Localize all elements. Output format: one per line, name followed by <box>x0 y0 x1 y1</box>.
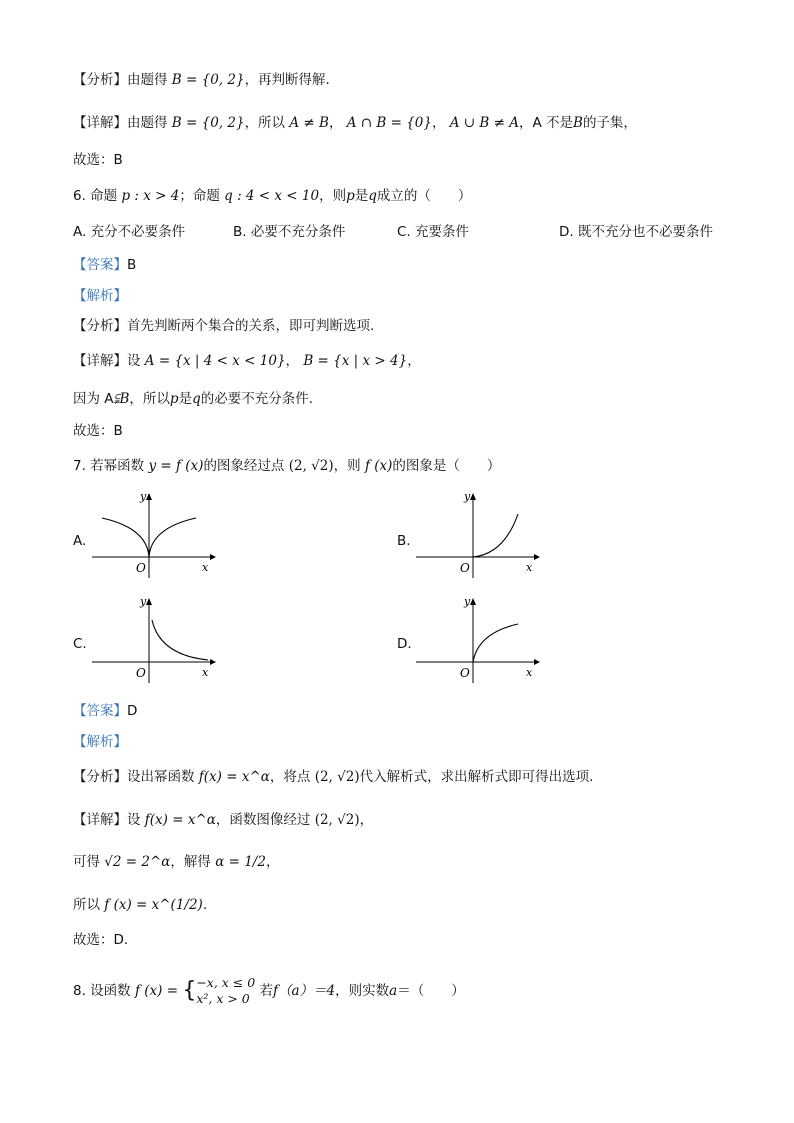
brace-icon: { <box>182 978 197 1003</box>
text: ，A 不是 <box>518 115 574 131</box>
text: 设出幂函数 <box>127 769 195 785</box>
math-union: A ∪ B ≠ A <box>449 115 519 131</box>
math-set-b: B = {0, 2} <box>171 115 245 131</box>
q7-detail-line <box>73 810 373 830</box>
q6-choice: 故选：B <box>73 423 123 439</box>
math-power-fn: f(x) = x^α <box>144 812 216 828</box>
math-b: B <box>573 115 583 131</box>
text: 设 <box>127 353 141 369</box>
x-label: x <box>202 561 209 574</box>
q7-detail-line2 <box>73 852 279 872</box>
math-equation: √2 = 2^α <box>104 854 171 870</box>
q5-detail-line <box>73 113 637 133</box>
text: ， <box>407 353 421 369</box>
question-number: 7. 若幂函数 <box>73 458 145 474</box>
q6-stem <box>73 186 471 206</box>
text: 的图象经过点 <box>203 458 285 474</box>
text: ；命题 <box>179 188 220 204</box>
math-a: a <box>389 983 398 999</box>
answer-value: D <box>127 703 138 719</box>
math-intersection: A ∩ B = {0} <box>346 115 432 131</box>
x-label: x <box>526 666 533 679</box>
curve <box>473 514 518 557</box>
x-arrow-icon <box>534 554 540 560</box>
option-d: D. 既不充分也不必要条件 <box>559 224 713 240</box>
graph-a <box>92 488 217 578</box>
x-label: x <box>202 666 209 679</box>
answer-value: B <box>127 257 137 273</box>
math-fx-lhs: f (x) = <box>134 983 179 999</box>
text: . <box>202 897 208 913</box>
q7-answer-line <box>73 701 137 721</box>
q7-jiexi-tag: 【解析】 <box>73 734 127 750</box>
answer-tag: 【答案】 <box>73 703 127 719</box>
text: ，则 <box>333 458 361 474</box>
text: 成立的（ ） <box>376 188 472 204</box>
x-label: x <box>526 561 533 574</box>
math-p: p : x > 4 <box>121 188 180 204</box>
y-arrow-icon <box>146 493 152 500</box>
curve <box>473 624 518 662</box>
text: 的子集， <box>582 115 637 131</box>
y-label: y <box>140 490 147 503</box>
text: ， <box>265 854 280 870</box>
y-arrow-icon <box>146 598 152 605</box>
math-point: (2, √2) <box>314 769 360 785</box>
q6-detail-line2 <box>73 389 313 409</box>
text: 设 <box>127 812 141 828</box>
y-label: y <box>140 595 147 608</box>
math-q: q <box>368 188 377 204</box>
curve-left <box>102 518 149 557</box>
math-y-fx: y = f (x) <box>148 458 204 474</box>
graph-label-d: D. <box>397 636 412 652</box>
math-power-fn: f(x) = x^α <box>198 769 270 785</box>
answer-tag: 【答案】 <box>73 257 127 273</box>
math-fx: f (x) <box>364 458 393 474</box>
math-set-b: B = {x | x > 4} <box>303 353 408 369</box>
math-point: (2, √2) <box>314 812 360 828</box>
text: 由题得 <box>127 72 168 88</box>
q6-detail-line <box>73 351 421 371</box>
text: ，再判断得解. <box>244 72 330 88</box>
q7-detail-line3 <box>73 895 207 915</box>
origin-label: O <box>460 666 470 680</box>
detail-tag: 【详解】 <box>73 115 127 131</box>
text: ，解得 <box>170 854 211 870</box>
text: 是 <box>354 188 369 204</box>
math-subset: ⫋B <box>113 391 130 407</box>
text: 首先判断两个集合的关系，即可判断选项. <box>127 318 375 334</box>
math-point: (2, √2) <box>288 458 334 474</box>
q6-analysis-line <box>73 316 374 336</box>
graph-d <box>416 593 541 683</box>
text: 因为 A <box>73 391 114 407</box>
q5-choice: 故选：B <box>73 152 123 168</box>
y-arrow-icon <box>470 598 476 605</box>
analysis-tag: 【分析】 <box>73 769 127 785</box>
y-label: y <box>464 490 471 503</box>
q6-jiexi-tag: 【解析】 <box>73 288 127 304</box>
piece-2: x², x > 0 <box>196 991 250 1006</box>
text: 若 <box>259 983 274 999</box>
text: 可得 <box>73 854 100 870</box>
question-number: 6. 命题 <box>73 188 118 204</box>
origin-label: O <box>136 666 146 680</box>
curve <box>152 620 208 660</box>
graph-label-a: A. <box>73 533 87 549</box>
q7-stem <box>73 456 500 476</box>
detail-tag: 【详解】 <box>73 812 127 828</box>
math-neq: A ≠ B <box>289 115 329 131</box>
origin-label: O <box>460 561 470 575</box>
text: 是 <box>178 391 193 407</box>
y-arrow-icon <box>470 493 476 500</box>
option-c: C. 充要条件 <box>397 224 470 240</box>
text: 的图象是（ ） <box>392 458 501 474</box>
text: ，则实数 <box>335 983 390 999</box>
x-arrow-icon <box>534 659 540 665</box>
text: ＝（ ） <box>397 983 465 999</box>
q8-stem <box>73 975 465 1007</box>
piece-1: −x, x ≤ 0 <box>196 975 256 990</box>
math-p: p <box>169 391 179 407</box>
question-number: 8. 设函数 <box>73 983 131 999</box>
graph-b <box>416 488 541 578</box>
option-b: B. 必要不充分条件 <box>233 224 346 240</box>
graph-label-b: B. <box>397 533 411 549</box>
text: 的必要不充分条件. <box>200 391 314 407</box>
x-arrow-icon <box>210 554 216 560</box>
text: ，所以 <box>129 391 170 407</box>
analysis-tag: 【分析】 <box>73 72 127 88</box>
text: 由题得 <box>127 115 168 131</box>
math-p: p <box>346 188 355 204</box>
math-set-a: A = {x | 4 < x < 10} <box>144 353 286 369</box>
math-set-b: B = {0, 2} <box>171 72 245 88</box>
graph-c <box>92 593 217 683</box>
math-result: f (x) = x^(1/2) <box>104 897 203 913</box>
text: ， <box>359 812 374 828</box>
text: ，函数图像经过 <box>215 812 311 828</box>
x-arrow-icon <box>210 659 216 665</box>
text: ， <box>285 353 300 369</box>
text: 代入解析式，求出解析式即可得出选项. <box>359 769 594 785</box>
math-q: q : 4 < x < 10 <box>224 188 320 204</box>
graph-label-c: C. <box>73 636 87 652</box>
text: 所以 <box>73 897 100 913</box>
text: ，则 <box>319 188 347 204</box>
piecewise <box>196 975 255 1007</box>
q6-answer-line <box>73 255 136 275</box>
analysis-tag: 【分析】 <box>73 318 127 334</box>
q5-analysis-line <box>73 70 330 90</box>
text: ， <box>431 115 446 131</box>
origin-label: O <box>136 561 146 575</box>
text: ，将点 <box>269 769 311 785</box>
curve-right <box>149 518 196 557</box>
math-alpha: α = 1/2 <box>215 854 266 870</box>
option-a: A. 充分不必要条件 <box>73 224 186 240</box>
math-q: q <box>192 391 201 407</box>
math-fa: f（a）＝4 <box>273 983 336 999</box>
q7-choice: 故选：D. <box>73 932 129 948</box>
y-label: y <box>464 595 471 608</box>
text: ， <box>328 115 343 131</box>
q7-analysis-line <box>73 767 593 787</box>
text: ，所以 <box>244 115 286 131</box>
detail-tag: 【详解】 <box>73 353 127 369</box>
